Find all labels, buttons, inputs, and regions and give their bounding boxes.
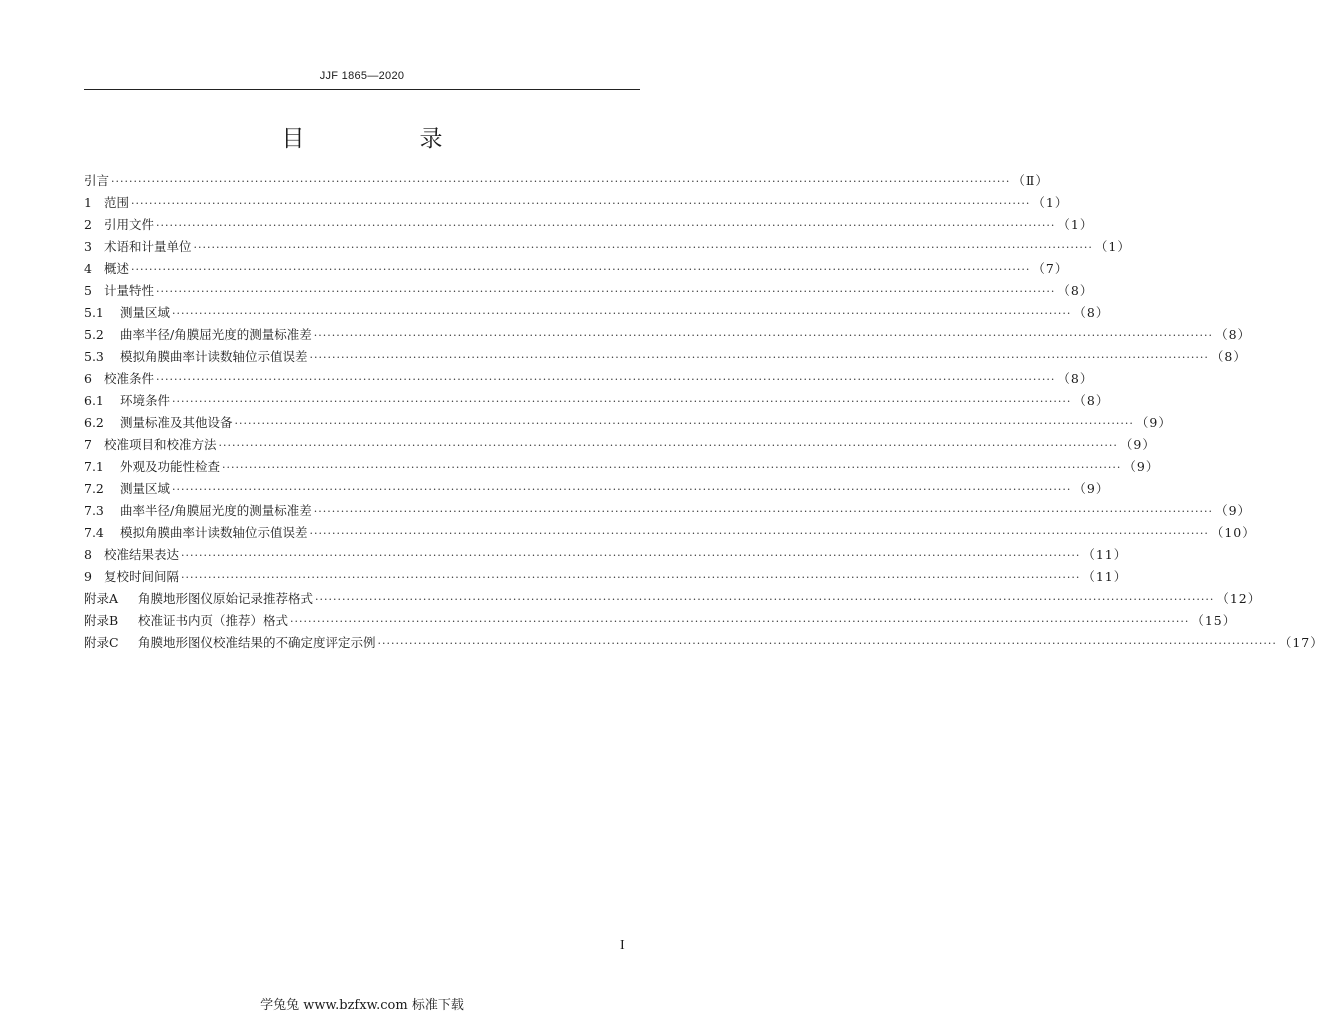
- toc-leader-dots: ········································································································································································································: [313, 329, 1214, 342]
- toc-entry-page: （12）: [1216, 591, 1262, 606]
- toc-entry-page: （1）: [1032, 195, 1069, 210]
- toc-entry-title: 测量标准及其他设备: [120, 415, 233, 430]
- toc-entry-page: （11）: [1082, 547, 1128, 562]
- toc-entry[interactable]: [84, 390, 1110, 412]
- toc-entry-title: 环境条件: [120, 393, 171, 408]
- toc-entry-number: 7.1: [84, 459, 104, 474]
- toc-entry[interactable]: [84, 412, 1172, 434]
- toc-leader-dots: ········································································································································································································: [131, 197, 1031, 210]
- toc-leader-dots: ········································································································································································································: [290, 615, 1190, 628]
- toc-entry-page: （9）: [1215, 503, 1252, 518]
- toc-leader-dots: ········································································································································································································: [313, 505, 1214, 518]
- toc-leader-dots: ········································································································································································································: [131, 263, 1031, 276]
- toc-entry-page: （8）: [1073, 305, 1110, 320]
- toc-entry-number: 7: [84, 437, 92, 452]
- toc-entry-title: 测量区域: [120, 481, 171, 496]
- toc-entry-page: （8）: [1057, 283, 1094, 298]
- toc-entry[interactable]: [84, 610, 1237, 632]
- toc-entry-page: （17）: [1278, 635, 1324, 650]
- toc-entry-title: 角膜地形图仪原始记录推荐格式: [138, 591, 314, 606]
- toc-leader-dots: ········································································································································································································: [156, 219, 1056, 232]
- toc-entry-page: （8）: [1210, 349, 1247, 364]
- toc-leader-dots: ········································································································································································································: [181, 549, 1081, 562]
- page-title: 目 录: [281, 126, 489, 152]
- toc-entry-title: 引用文件: [104, 217, 155, 232]
- toc-entry-page: （15）: [1191, 613, 1237, 628]
- toc-entry-page: （8）: [1057, 371, 1094, 386]
- toc-entry[interactable]: [84, 522, 1256, 544]
- toc-entry-title: 术语和计量单位: [104, 239, 192, 254]
- toc-entry-number: 附录B: [84, 613, 119, 628]
- toc-entry-title: 复校时间间隔: [104, 569, 180, 584]
- toc-entry[interactable]: [84, 434, 1156, 456]
- toc-leader-dots: ········································································································································································································: [193, 241, 1093, 254]
- toc-leader-dots: ········································································································································································································: [172, 483, 1072, 496]
- toc-leader-dots: ········································································································································································································: [377, 637, 1277, 650]
- toc-entry[interactable]: [84, 214, 1094, 236]
- toc-leader-dots: ········································································································································································································: [156, 285, 1056, 298]
- toc-entry-title: 计量特性: [104, 283, 155, 298]
- toc-entry[interactable]: [84, 368, 1094, 390]
- toc-entry-number: 7.2: [84, 481, 104, 496]
- document-code-header: JJF 1865—2020: [319, 70, 405, 82]
- toc-entry[interactable]: [84, 192, 1069, 214]
- toc-leader-dots: ········································································································································································································: [172, 395, 1072, 408]
- toc-leader-dots: ········································································································································································································: [309, 527, 1209, 540]
- toc-entry-page: （9）: [1119, 437, 1156, 452]
- toc-entry-number: 7.4: [84, 525, 104, 540]
- toc-leader-dots: ········································································································································································································: [309, 351, 1209, 364]
- toc-entry-page: （8）: [1073, 393, 1110, 408]
- toc-entry-title: 校准证书内页（推荐）格式: [138, 613, 289, 628]
- toc-entry-number: 6.1: [84, 393, 104, 408]
- toc-entry-title: 模拟角膜曲率计读数轴位示值误差: [120, 349, 308, 364]
- toc-entry-number: 附录A: [84, 591, 119, 606]
- toc-entry-title: 校准项目和校准方法: [104, 437, 217, 452]
- page-number: I: [620, 938, 625, 953]
- toc-entry[interactable]: [84, 280, 1094, 302]
- toc-entry-page: （8）: [1215, 327, 1252, 342]
- toc-entry-number: 6.2: [84, 415, 104, 430]
- toc-entry[interactable]: [84, 258, 1069, 280]
- toc-entry-title: 模拟角膜曲率计读数轴位示值误差: [120, 525, 308, 540]
- toc-entry-number: 7.3: [84, 503, 104, 518]
- toc-entry-page: （7）: [1032, 261, 1069, 276]
- toc-leader-dots: ········································································································································································································: [111, 175, 1011, 188]
- toc-entry[interactable]: [84, 632, 1324, 654]
- footer-watermark-text: 学兔兔 www.bzfxw.com 标准下载: [260, 998, 464, 1013]
- toc-leader-dots: ········································································································································································································: [234, 417, 1134, 430]
- toc-leader-dots: ········································································································································································································: [218, 439, 1118, 452]
- toc-entry[interactable]: [84, 566, 1128, 588]
- toc-entry[interactable]: [84, 346, 1247, 368]
- toc-entry-title: 曲率半径/角膜屈光度的测量标准差: [120, 327, 312, 342]
- toc-entry-title: 外观及功能性检查: [120, 459, 221, 474]
- toc-leader-dots: ········································································································································································································: [181, 571, 1081, 584]
- toc-entry-title: 角膜地形图仪校准结果的不确定度评定示例: [138, 635, 376, 650]
- toc-entry-number: 5.2: [84, 327, 104, 342]
- toc-entry[interactable]: [84, 500, 1252, 522]
- toc-entry[interactable]: [84, 236, 1131, 258]
- toc-entry[interactable]: [84, 324, 1252, 346]
- toc-entry-title: 概述: [104, 261, 130, 276]
- toc-entry[interactable]: [84, 478, 1110, 500]
- toc-entry-page: （1）: [1094, 239, 1131, 254]
- toc-entry[interactable]: [84, 170, 1049, 192]
- toc-entry-number: 5: [84, 283, 92, 298]
- toc-leader-dots: ········································································································································································································: [172, 307, 1072, 320]
- toc-leader-dots: ········································································································································································································: [315, 593, 1215, 606]
- toc-entry-number: 附录C: [84, 635, 119, 650]
- toc-leader-dots: ········································································································································································································: [156, 373, 1056, 386]
- toc-entry-title: 曲率半径/角膜屈光度的测量标准差: [120, 503, 312, 518]
- toc-entry-page: （10）: [1210, 525, 1256, 540]
- toc-entry-page: （1）: [1057, 217, 1094, 232]
- toc-entry-page: （Ⅱ）: [1012, 173, 1049, 188]
- toc-entry-page: （11）: [1082, 569, 1128, 584]
- toc-entry-title: 校准结果表达: [104, 547, 180, 562]
- toc-entry[interactable]: [84, 544, 1128, 566]
- toc-entry-page: （9）: [1135, 415, 1172, 430]
- toc-entry-page: （9）: [1123, 459, 1160, 474]
- toc-entry-number: 3: [84, 239, 92, 254]
- toc-entry-title: 测量区域: [120, 305, 171, 320]
- toc-leader-dots: ········································································································································································································: [222, 461, 1122, 474]
- toc-entry[interactable]: [84, 588, 1262, 610]
- toc-entry-number: 8: [84, 547, 92, 562]
- toc-entry-number: 5.3: [84, 349, 104, 364]
- toc-entry-number: 6: [84, 371, 92, 386]
- toc-entry-number: 9: [84, 569, 92, 584]
- toc-entry-page: （9）: [1073, 481, 1110, 496]
- toc-entry-number: 1: [84, 195, 92, 210]
- toc-entry-title: 校准条件: [104, 371, 155, 386]
- toc-entry[interactable]: [84, 302, 1110, 324]
- toc-entry-title: 范围: [104, 195, 130, 210]
- toc-entry[interactable]: [84, 456, 1160, 478]
- toc-entry-title: 引言: [84, 173, 110, 188]
- toc-entry-number: 4: [84, 261, 92, 276]
- table-of-contents: [84, 170, 1324, 654]
- toc-entry-number: 5.1: [84, 305, 104, 320]
- header-rule: [84, 89, 640, 90]
- toc-entry-number: 2: [84, 217, 92, 232]
